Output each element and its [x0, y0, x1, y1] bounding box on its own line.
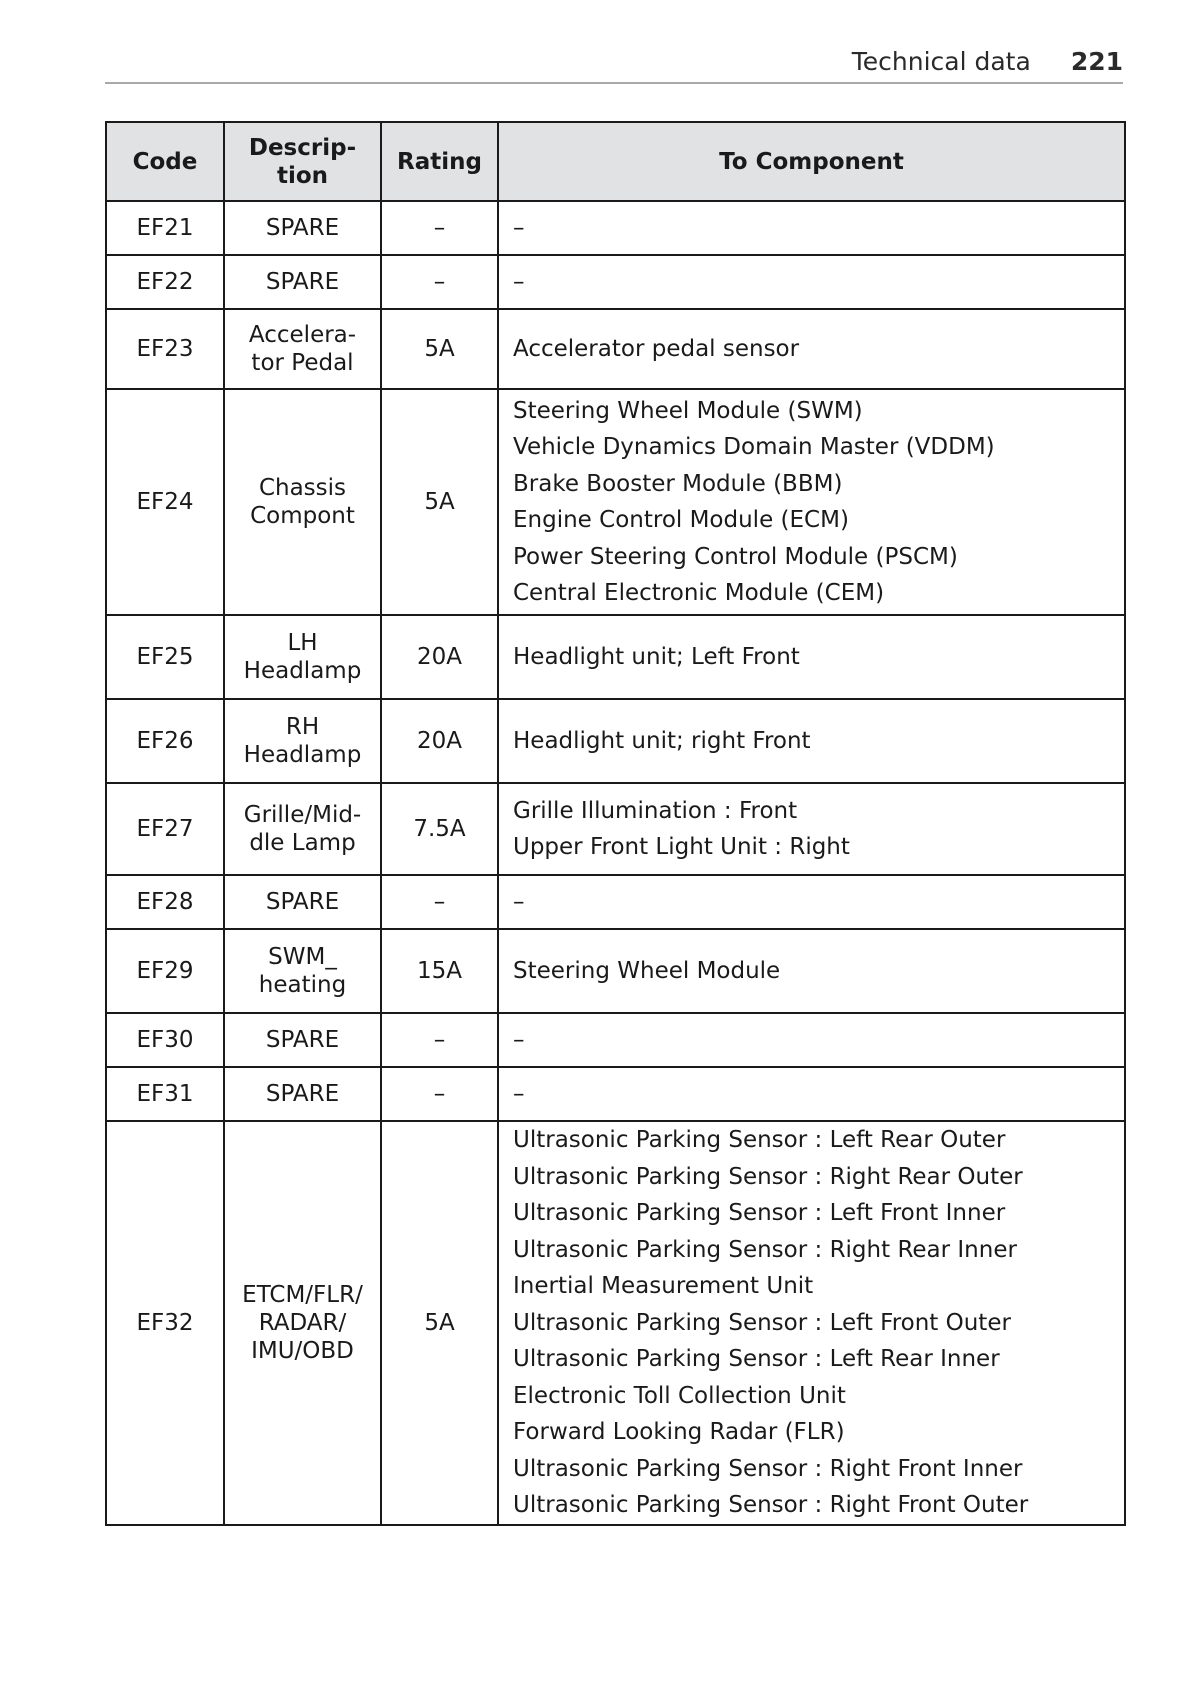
component-line: Vehicle Dynamics Domain Master (VDDM) — [513, 434, 995, 460]
fuse-rating: – — [381, 875, 498, 929]
component-line: Steering Wheel Module (SWM) — [513, 397, 863, 424]
table-row — [106, 201, 1125, 255]
table-header-row — [106, 122, 1125, 201]
fuse-components — [498, 255, 1125, 309]
column-header-description: Descrip- tion — [224, 122, 381, 201]
page-number: 221 — [1070, 47, 1123, 76]
table-row — [106, 1013, 1125, 1067]
component-line: Ultrasonic Parking Sensor : Left Front Inner — [513, 1200, 1006, 1226]
component-line: – — [513, 1026, 525, 1053]
fuse-description: SWM_ heating — [224, 929, 381, 1013]
component-line: Ultrasonic Parking Sensor : Left Rear Inner — [513, 1346, 1000, 1372]
fuse-code: EF27 — [106, 783, 224, 875]
table-row — [106, 875, 1125, 929]
fuse-components — [498, 929, 1125, 1013]
component-line: Steering Wheel Module — [513, 957, 781, 984]
fuse-rating: 7.5A — [381, 783, 498, 875]
component-line: Headlight unit; right Front — [513, 727, 811, 754]
fuse-description: Grille/Mid- dle Lamp — [224, 783, 381, 875]
component-line: Headlight unit; Left Front — [513, 643, 800, 670]
fuse-rating: – — [381, 1013, 498, 1067]
fuse-rating: 5A — [381, 309, 498, 389]
fuse-components — [498, 783, 1125, 875]
fuse-code: EF29 — [106, 929, 224, 1013]
fuse-code: EF22 — [106, 255, 224, 309]
section-title: Technical data — [851, 47, 1031, 76]
component-line: Engine Control Module (ECM) — [513, 507, 849, 533]
component-line: Central Electronic Module (CEM) — [513, 580, 885, 606]
fuse-description: RH Headlamp — [224, 699, 381, 783]
component-line: Ultrasonic Parking Sensor : Left Front Outer — [513, 1309, 1011, 1336]
fuse-code: EF26 — [106, 699, 224, 783]
fuse-code: EF32 — [106, 1121, 224, 1525]
fuse-components — [498, 1067, 1125, 1121]
fuse-code: EF25 — [106, 615, 224, 699]
component-line: – — [513, 268, 525, 295]
component-line: Ultrasonic Parking Sensor : Right Rear Inner — [513, 1236, 1017, 1263]
component-line: Ultrasonic Parking Sensor : Right Front Inner — [513, 1455, 1023, 1482]
fuse-code: EF31 — [106, 1067, 224, 1121]
fuse-rating: – — [381, 1067, 498, 1121]
table-row — [106, 929, 1125, 1013]
table-row — [106, 255, 1125, 309]
component-line: Accelerator pedal sensor — [513, 335, 800, 362]
fuse-description: SPARE — [224, 201, 381, 255]
fuse-description: Accelera- tor Pedal — [224, 309, 381, 389]
fuse-description: SPARE — [224, 875, 381, 929]
fuse-components — [498, 699, 1125, 783]
fuse-description: SPARE — [224, 1067, 381, 1121]
component-line: Ultrasonic Parking Sensor : Right Front Outer — [513, 1492, 1029, 1518]
component-line: Forward Looking Radar (FLR) — [513, 1419, 845, 1445]
component-line: Ultrasonic Parking Sensor : Left Rear Outer — [513, 1127, 1006, 1153]
fuse-description: ETCM/FLR/ RADAR/ IMU/OBD — [224, 1121, 381, 1525]
fuse-table — [105, 121, 1126, 1526]
fuse-rating: – — [381, 201, 498, 255]
table-row — [106, 389, 1125, 615]
fuse-rating: 15A — [381, 929, 498, 1013]
fuse-description: SPARE — [224, 255, 381, 309]
component-line: Electronic Toll Collection Unit — [513, 1382, 846, 1409]
component-line: Upper Front Light Unit : Right — [513, 834, 850, 860]
fuse-description: LH Headlamp — [224, 615, 381, 699]
component-line: Grille Illumination : Front — [513, 797, 798, 824]
table-row — [106, 783, 1125, 875]
fuse-rating: 5A — [381, 389, 498, 615]
component-line: Brake Booster Module (BBM) — [513, 470, 843, 497]
fuse-components — [498, 309, 1125, 389]
fuse-rating: – — [381, 255, 498, 309]
fuse-components — [498, 389, 1125, 615]
fuse-components — [498, 1013, 1125, 1067]
fuse-description: Chassis Compont — [224, 389, 381, 615]
fuse-rating: 20A — [381, 699, 498, 783]
fuse-components — [498, 1121, 1125, 1525]
table-row — [106, 1067, 1125, 1121]
fuse-code: EF28 — [106, 875, 224, 929]
table-row — [106, 699, 1125, 783]
component-line: – — [513, 888, 525, 915]
fuse-components — [498, 201, 1125, 255]
column-header-component: To Component — [498, 122, 1125, 201]
fuse-code: EF30 — [106, 1013, 224, 1067]
fuse-description: SPARE — [224, 1013, 381, 1067]
fuse-rating: 20A — [381, 615, 498, 699]
fuse-components — [498, 615, 1125, 699]
component-line: – — [513, 214, 525, 241]
table-body — [106, 201, 1125, 1525]
component-line: Power Steering Control Module (PSCM) — [513, 543, 958, 570]
fuse-code: EF24 — [106, 389, 224, 615]
component-line: – — [513, 1080, 525, 1107]
fuse-components — [498, 875, 1125, 929]
page-header — [105, 42, 1123, 84]
table-row — [106, 615, 1125, 699]
component-line: Inertial Measurement Unit — [513, 1273, 814, 1299]
fuse-rating: 5A — [381, 1121, 498, 1525]
column-header-code: Code — [106, 122, 224, 201]
column-header-rating: Rating — [381, 122, 498, 201]
fuse-code: EF23 — [106, 309, 224, 389]
table-row — [106, 309, 1125, 389]
fuse-code: EF21 — [106, 201, 224, 255]
table-row — [106, 1121, 1125, 1525]
component-line: Ultrasonic Parking Sensor : Right Rear Outer — [513, 1163, 1023, 1190]
